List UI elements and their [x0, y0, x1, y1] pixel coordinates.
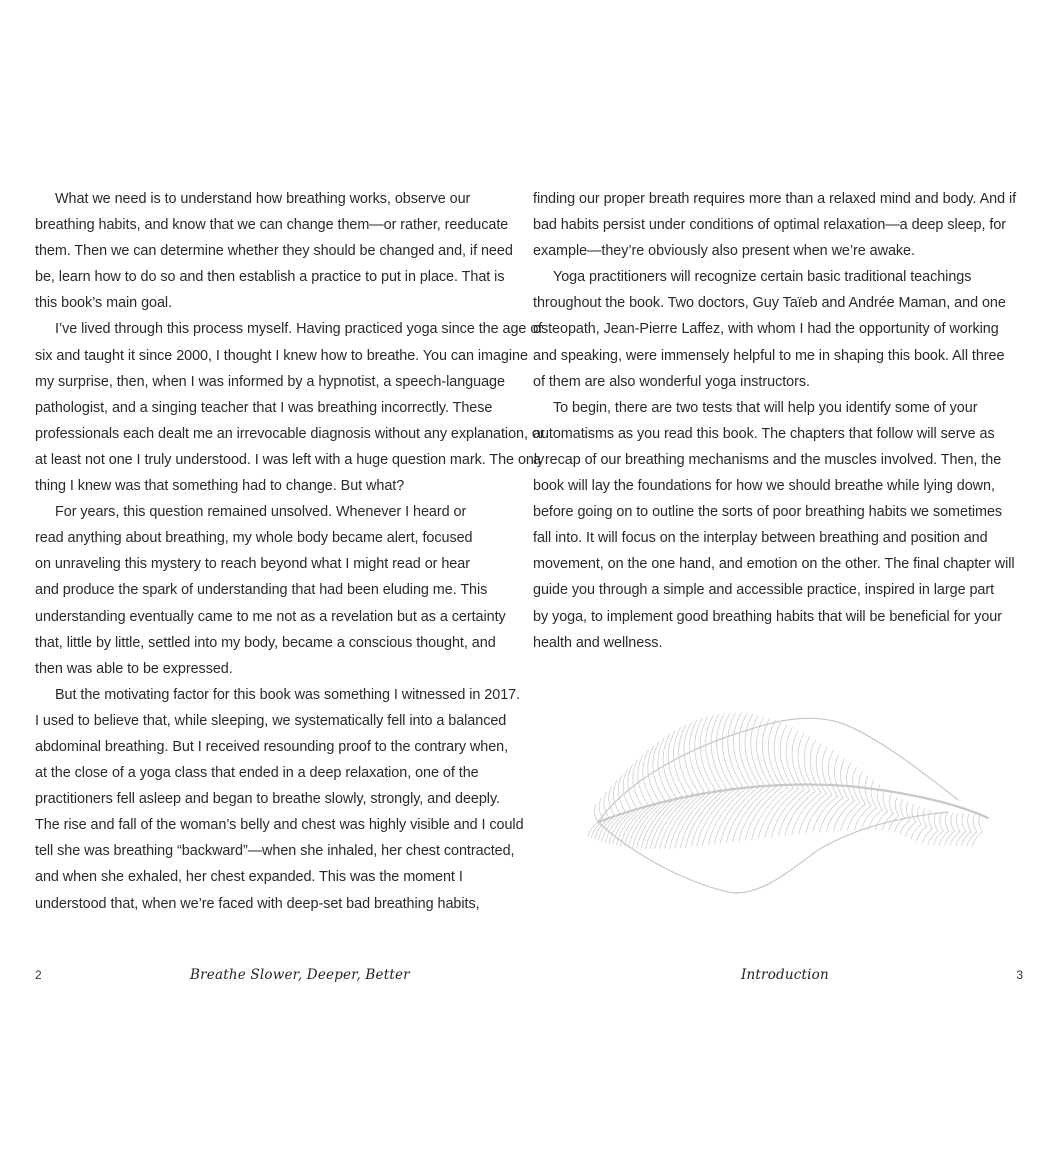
text-line: at least not one I truly understood. I was left with a huge question mark. The only: [35, 451, 545, 468]
text-line: What we need is to understand how breathing works, observe our: [55, 191, 471, 207]
text-line: health and wellness.: [533, 634, 663, 651]
text-line: be, learn how to do so and then establish a practice to put in place. That is: [35, 269, 505, 286]
text-line: thing I knew was that something had to change. But what?: [35, 478, 405, 495]
text-line: on unraveling this mystery to reach beyond what I might read or hear: [35, 556, 470, 573]
text-line: them. Then we can determine whether they should be changed and, if need: [35, 243, 513, 260]
text-line: But the motivating factor for this book was something I witnessed in 2017.: [55, 686, 521, 703]
text-line: professionals each dealt me an irrevocable diagnosis without any explanation, or: [35, 425, 545, 442]
feather-icon: [588, 700, 998, 905]
text-line: abdominal breathing. But I received resounding proof to the contrary when,: [35, 738, 509, 755]
text-line: movement, on the one hand, and emotion on the other. The final chapter will: [533, 556, 1015, 573]
text-line: fall into. It will focus on the interplay between breathing and position and: [533, 530, 988, 547]
text-line: a recap of our breathing mechanisms and the muscles involved. Then, the: [533, 451, 1002, 468]
right-page: [522, 0, 1044, 1176]
left-running-head: Breathe Slower, Deeper, Better: [190, 967, 410, 983]
text-line: of them are also wonderful yoga instructors.: [533, 373, 810, 390]
text-line: understanding eventually came to me not as a revelation but as a certainty: [35, 608, 506, 625]
text-line: For years, this question remained unsolved. Whenever I heard or: [55, 504, 467, 521]
text-line: pathologist, and a singing teacher that I was breathing incorrectly. These: [35, 399, 493, 416]
text-line: bad habits persist under conditions of optimal relaxation—a deep sleep, for: [533, 217, 1007, 234]
text-line: practitioners fell asleep and began to breathe slowly, strongly, and deeply.: [35, 791, 500, 808]
text-line: breathing habits, and know that we can change them—or rather, reeducate: [35, 217, 509, 234]
text-line: and speaking, were immensely helpful to me in shaping this book. All three: [533, 347, 1005, 364]
text-line: at the close of a yoga class that ended in a deep relaxation, one of the: [35, 765, 479, 782]
text-line: To begin, there are two tests that will help you identify some of your: [553, 399, 978, 416]
text-line: guide you through a simple and accessible practice, inspired in large part: [533, 582, 995, 599]
text-line: throughout the book. Two doctors, Guy Taïeb and Andrée Maman, and one: [533, 295, 1006, 312]
left-page-number: 2: [35, 968, 42, 982]
text-line: example—they’re obviously also present when we’re awake.: [533, 243, 915, 260]
text-line: that, little by little, settled into my body, became a conscious thought, and: [35, 634, 496, 651]
text-line: and when she exhaled, her chest expanded. This was the moment I: [35, 869, 463, 886]
text-line: osteopath, Jean-Pierre Laffez, with whom I had the opportunity of working: [533, 321, 999, 338]
text-line: I used to believe that, while sleeping, we systematically fell into a balanced: [35, 712, 507, 729]
text-line: I’ve lived through this process myself. Having practiced yoga since the age of: [55, 321, 543, 338]
text-line: tell she was breathing “backward”—when she inhaled, her chest contracted,: [35, 843, 515, 860]
right-running-head: Introduction: [741, 967, 829, 983]
text-line: understood that, when we’re faced with deep-set bad breathing habits,: [35, 895, 480, 912]
text-line: before going on to outline the sorts of poor breathing habits we sometimes: [533, 504, 1003, 521]
right-page-number: 3: [1016, 968, 1023, 982]
right-page-body: [533, 186, 1028, 656]
text-line: The rise and fall of the woman’s belly and chest was highly visible and I could: [35, 817, 524, 834]
text-line: then was able to be expressed.: [35, 660, 233, 677]
text-line: six and taught it since 2000, I thought I knew how to breathe. You can imagine: [35, 347, 528, 364]
text-line: my surprise, then, when I was informed by a hypnotist, a speech-language: [35, 373, 505, 390]
text-line: and produce the spark of understanding that had been eluding me. This: [35, 582, 488, 599]
text-line: automatisms as you read this book. The chapters that follow will serve as: [533, 425, 995, 442]
text-line: this book’s main goal.: [35, 295, 173, 312]
text-line: Yoga practitioners will recognize certain basic traditional teachings: [553, 269, 972, 286]
text-line: read anything about breathing, my whole body became alert, focused: [35, 530, 473, 547]
text-line: finding our proper breath requires more than a relaxed mind and body. And if: [533, 191, 1017, 207]
text-line: book will lay the foundations for how we should breathe while lying down,: [533, 478, 995, 495]
left-page-body: [35, 186, 545, 917]
text-line: by yoga, to implement good breathing habits that will be beneficial for your: [533, 608, 1002, 625]
